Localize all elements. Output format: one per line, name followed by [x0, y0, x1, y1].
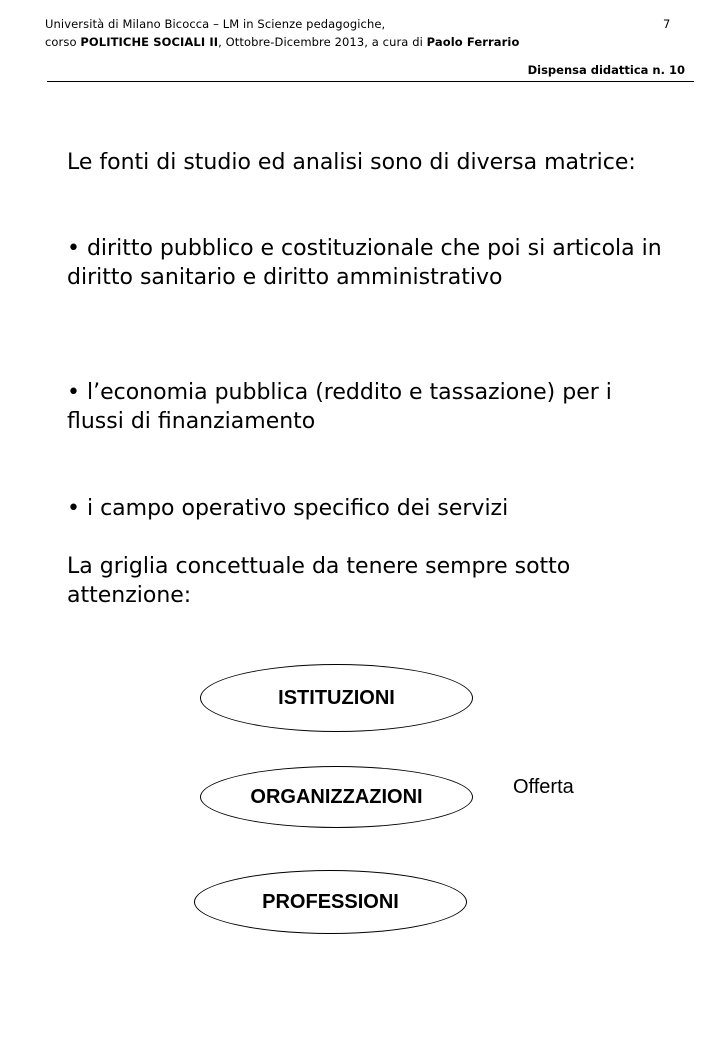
ellipse-istituzioni	[200, 664, 473, 732]
ellipse-organizzazioni-label: ORGANIZZAZIONI	[250, 785, 423, 808]
dispensa-label: Dispensa didattica n. 10	[527, 63, 685, 77]
header-author: Paolo Ferrario	[426, 35, 520, 49]
header-course-name: POLITICHE SOCIALI II	[80, 35, 219, 49]
bullet-economia: • l’economia pubblica (reddito e tassazione) per i flussi di finanziamento	[67, 380, 612, 434]
bullet-diritto: • diritto pubblico e costituzionale che poi si articola in diritto sanitario e diritto amministrativo	[67, 236, 662, 290]
header-course-line	[45, 35, 519, 49]
ellipse-istituzioni-label: ISTITUZIONI	[278, 686, 395, 709]
header-course-prefix: corso	[45, 35, 81, 49]
offerta-label: Offerta	[513, 776, 574, 798]
header-divider	[47, 81, 694, 82]
closing-paragraph: La griglia concettuale da tenere sempre sotto attenzione:	[67, 554, 571, 608]
header-university-line: Università di Milano Bicocca – LM in Scienze pedagogiche,	[45, 17, 386, 31]
page-number: 7	[663, 17, 671, 31]
intro-paragraph: Le fonti di studio ed analisi sono di diversa matrice:	[67, 150, 636, 175]
ellipse-professioni-label: PROFESSIONI	[262, 890, 399, 913]
ellipse-organizzazioni	[200, 766, 473, 828]
ellipse-professioni	[194, 870, 467, 934]
header-course-middle: , Ottobre-Dicembre 2013, a cura di	[218, 35, 427, 49]
bullet-campo-operativo: • i campo operativo specifico dei servizi	[67, 496, 509, 521]
